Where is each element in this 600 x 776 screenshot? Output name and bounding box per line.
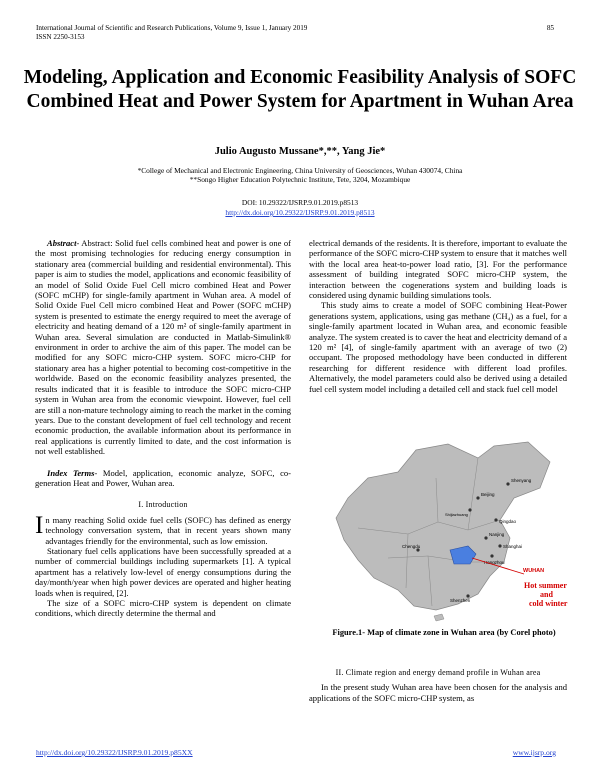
issn: ISSN 2250-3153	[36, 33, 85, 41]
city-label-qingdao: Qingdao	[499, 519, 517, 524]
section-1-heading: I. Introduction	[138, 500, 188, 510]
abstract	[35, 238, 291, 457]
journal-header: International Journal of Scientific and Research Publications, Volume 9, Issue 1, January 2019	[36, 24, 308, 32]
right-column	[309, 238, 567, 394]
city-dot-hangzhou	[490, 554, 493, 557]
city-label-chengdu: Chengdu	[402, 544, 421, 549]
city-label-shenzhen: Shenzhen	[450, 598, 471, 603]
authors: Julio Augusto Mussane*,**, Yang Jie*	[214, 146, 386, 157]
climate-label-line-2: and	[540, 590, 553, 599]
city-label-hangzhou: Hangzhou	[484, 560, 505, 565]
footer-doi-link[interactable]: http://dx.doi.org/10.29322/IJSRP.9.01.2019.p85XX	[36, 748, 193, 757]
paper-title: Modeling, Application and Economic Feasibility Analysis of SOFC Combined Heat and Power System for Apartment in Wuhan Area	[23, 67, 577, 112]
figure-caption: Figure.1- Map of climate zone in Wuhan area (by Corel photo)	[332, 628, 556, 637]
city-dot-shenyang	[506, 482, 509, 485]
china-climate-map	[318, 438, 576, 622]
intro-paragraph-1	[35, 511, 291, 546]
wuhan-label: WUHAN	[523, 568, 545, 574]
abstract-label: Abstract-	[47, 238, 80, 248]
section-2	[309, 668, 567, 703]
affiliation-1: *College of Mechanical and Electronic Engineering, China University of Geosciences, Wuhan 430074, China	[137, 166, 463, 175]
city-label-shanghai: Shanghai	[503, 544, 523, 549]
index-terms-text: Model, application, economic analyze, SOFC, co-generation Heat and Power, Wuhan area.	[35, 467, 291, 488]
climate-label-line-1: Hot summer	[524, 581, 567, 590]
affiliation-2: **Songo Higher Education Polytechnic Institute, Tete, 3204, Mozambique	[189, 175, 411, 184]
index-terms-label: Index Terms-	[47, 467, 98, 478]
abstract-text: Abstract: Solid fuel cells combined heat and power is one of the most promising technologies for reducing energy consumption in stationary area (commercial building and residential environmental). This paper is aim to studies the model, applications and economic feasibility of an model of Solid Oxide Fuel Cell micro combined Heat and Power (SOFC mCHP) for single-family apartment in Wuhan area. A model of Solid Oxide Fuel Cell micro combined Heat and Power (SOFC mCHP) system is presented to estimate the energy required to meet the average of electricity and heating demand of a 120 m² of single-family apartment in Wuhan area. Several simulation are conducted in Matlab-Simulink® environment in order to archive the aim of this paper. The model can be modified for any SOFC micro-CHP system. SOFC micro-CHP for stationary area has a higher potential to becoming cost-competitive in the worldwide. Based on the economic feasibility analyzes presented, the results indicated that it is feasible to introduce the SOFC micro-CHP system in Wuhan area from the economic viewpoint. However, fuel cell are still a non-mature technology aiming to reach the market in the coming years. Due to the constant development of fuel cell technology and recent economic production, the available information about its performance in real applications is currently limited to date, and the cost information is not well established.	[35, 238, 292, 457]
doi: DOI: 10.29322/IJSRP.9.01.2019.p8513	[241, 198, 359, 207]
climate-label-line-3: cold winter	[529, 599, 568, 608]
city-label-beijing: Beijing	[481, 492, 495, 497]
city-dot-beijing	[476, 496, 479, 499]
city-dot-qingdao	[494, 518, 497, 521]
doi-link[interactable]: http://dx.doi.org/10.29322/IJSRP.9.01.2019.p8513	[225, 208, 375, 217]
intro-paragraph-2: Stationary fuel cells applications have been successfully spreaded at a number of commercial buildings including supermarkets [1]. A typical apartment has a relatively low-level of energy consumptions during the day/month/year when high power devices are operated and higher heating loads when is required, [2].	[35, 545, 291, 598]
intro-paragraph-1-text: n many reaching Solid oxide fuel cells (SOFC) has defined as energy technology conversation system, that in recent years shown many advantages friendly for the environmental, such as low emission.	[45, 514, 291, 546]
city-label-nanjing: Nanjing	[489, 532, 505, 537]
right-paragraph-2: This study aims to create a model of SOFC combining Heat-Power generations system, applications, using gas methane (CH₄) as a fuel, for a single-family apartment located in Wuhan area, and economic feasible analyze. The system created is to caver the heat and electricity demand of a 120 m² [4], of single-family apartment with an average of two (2) occupant. The proposed methodology have been conducted in different researching for different residence with different load profiles. Alternatively, the model parameters could also be derived using a detailed fuel cell system model including a detailed cell and stack fuel cell model	[309, 300, 567, 394]
section-2-heading: II. Climate region and energy demand profile in Wuhan area	[335, 668, 541, 677]
china-mainland-shape	[336, 442, 550, 610]
city-label-shenyang: Shenyang	[511, 478, 532, 483]
city-label-shijiazhuang: Shijiazhuang	[445, 512, 468, 517]
section-2-paragraph: In the present study Wuhan area have been chosen for the analysis and applications of the SOFC micro-CHP system, as	[309, 682, 567, 703]
right-paragraph-1: electrical demands of the residents. It is therefore, important to evaluate the performance of the SOFC micro-CHP system to ensure that it matches well with the local area heat-to-power load ratio, [3]. For the performance assessment of building integrated SOFC micro-CHP system, the interaction between the cogenerations system and building loads is considered using dynamic building simulations tools.	[309, 238, 567, 301]
drop-cap: I	[35, 511, 44, 539]
footer-site-link[interactable]: www.ijsrp.org	[512, 748, 556, 757]
city-dot-shijiazhuang	[468, 508, 471, 511]
city-dot-nanjing	[484, 536, 487, 539]
hainan-island	[434, 614, 444, 621]
city-dot-shanghai	[498, 544, 501, 547]
intro-paragraph-3: The size of a SOFC micro-CHP system is dependent on climate conditions, which directly determine the thermal and	[35, 598, 291, 619]
index-terms	[35, 468, 291, 489]
left-column	[35, 238, 291, 619]
page-number: 85	[546, 24, 554, 32]
